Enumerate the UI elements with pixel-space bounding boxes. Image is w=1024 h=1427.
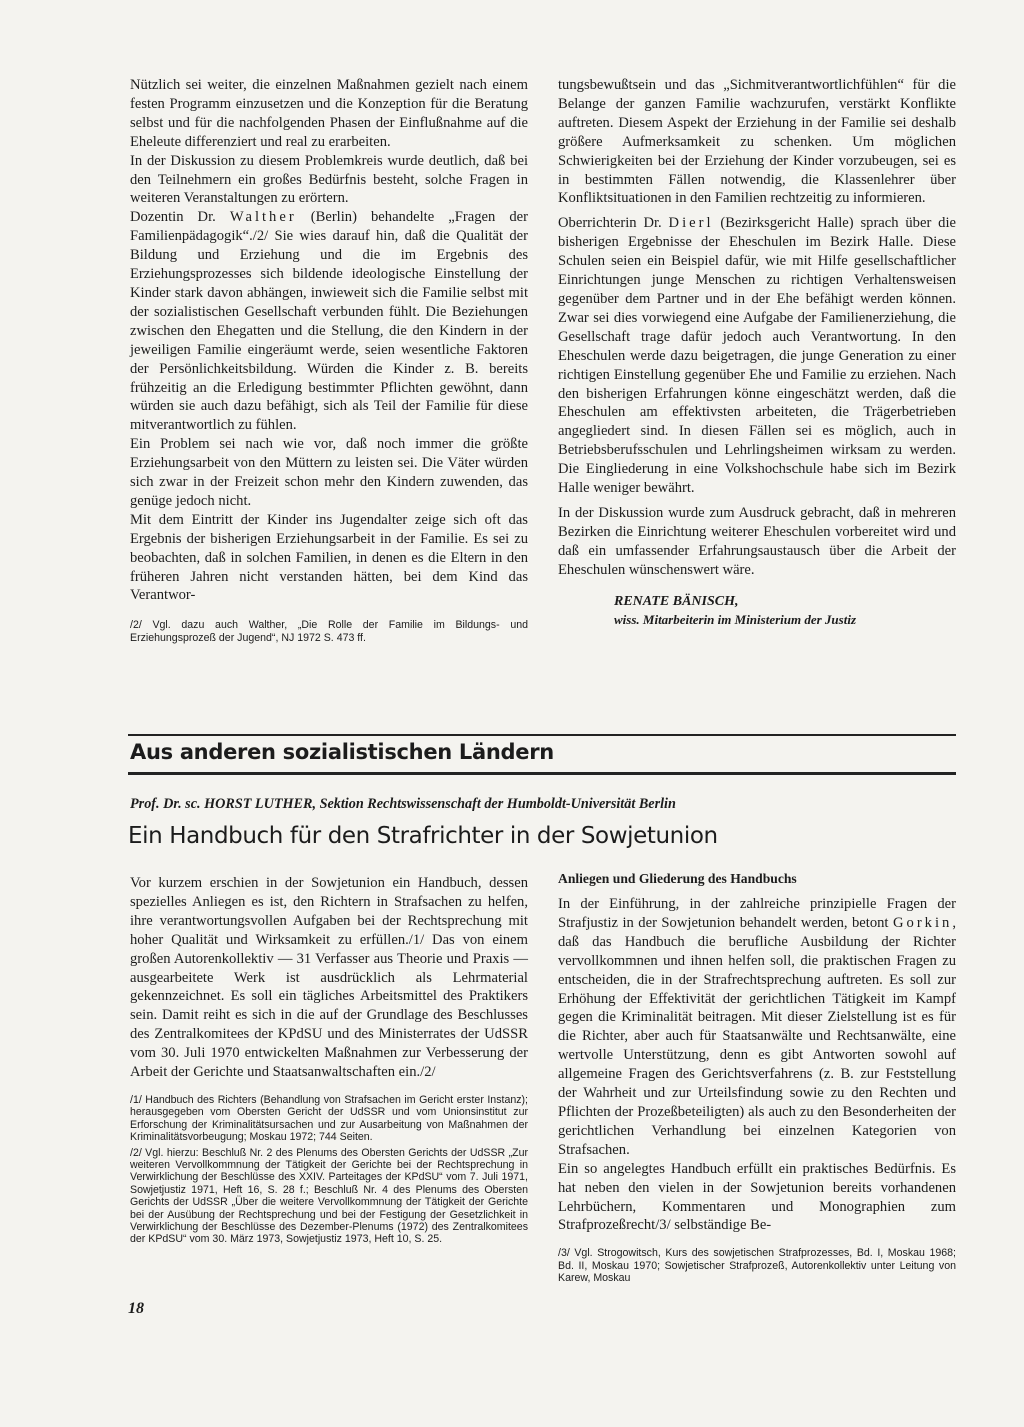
left-column-top bbox=[130, 76, 528, 644]
paragraph-walther: Dozentin Dr. Walther (Berlin) behandelte „Fragen der Familienpädagogik“./2/ Sie wies darauf hin, daß die Qualität der Bildung und Erziehung und die im Ergebnis des Erziehungsprozesses sich bildende ideologische Einstellung der Kinder stark davon abhängen, inwieweit sich die Familie selbst mit der sozialistischen Gesellschaft verbunden fühlt. Die Beziehungen zwischen den Ehegatten und die Stellung, die den Kindern in der jeweiligen Familie eingeräumt werde, seien wesentliche Faktoren der Persönlichkeitsbildung. Würden die Kinder z. B. bereits frühzeitig an die Erledigung bestimmter Pflichten gewöhnt, dann würden sie auch dazu befähigt, sich als Teil der Familie für diese mitverantwortlich zu fühlen. bbox=[130, 209, 528, 434]
footnote-3: /3/ Vgl. Strogowitsch, Kurs des sowjetischen Strafprozesses, Bd. I, Moskau 1968; Bd. II, Moskau 1970; Sowjetischer Strafprozeß, Autorenkollektiv unter Leitung von Karew, Moskau bbox=[558, 1247, 956, 1285]
footnote-2-top: /2/ Vgl. dazu auch Walther, „Die Rolle der Familie im Bildungs- und Erziehungsprozeß der Jugend“, NJ 1972 S. 473 ff. bbox=[130, 619, 528, 644]
left-column-bottom bbox=[130, 874, 528, 1246]
paragraph: In der Diskussion wurde zum Ausdruck gebracht, daß in mehreren Bezirken die Einrichtung weiterer Eheschulen vorbereitet wird und daß ein umfassender Erfahrungsaustausch über die Arbeit der Eheschulen wünschenswert wäre. bbox=[558, 504, 956, 578]
page-number: 18 bbox=[128, 1300, 144, 1317]
paragraph: Mit dem Eintritt der Kinder ins Jugendalter zeige sich oft das Ergebnis der bisherigen Erziehungsarbeit in der Familie. Es sei zu beobachten, daß in solchen Familien, in denen es die Eltern in den früheren Jahren nicht verstanden hätten, bei dem Kind das Verantwor- bbox=[130, 511, 528, 604]
paragraph: Ein so angelegtes Handbuch erfüllt ein praktisches Bedürfnis. Es hat neben den vielen in der Sowjetunion bereits vorhandenen Lehrbüchern, Kommentaren und Monographien zum Strafprozeßrecht/3/ selbständige Be- bbox=[558, 1160, 956, 1234]
paragraph-dierl: Oberrichterin Dr. Dierl (Bezirksgericht Halle) sprach über die bisherigen Ergebnisse der Eheschulen im Bezirk Halle. Diese Schulen seien ein Beispiel dafür, wie mit Hilfe gesellschaftlicher Einrichtungen junge Menschen zu richtigen Verhaltensweisen gegenüber dem Partner und in der Ehe befähigt werden können. Zwar sei dies vorwiegend eine Aufgabe der Familienerziehung, die Gesellschaft trage dafür jedoch auch Verantwortung. In den Eheschulen werde dazu beigetragen, die junge Generation zu einer richtigen Einstellung gegenüber Ehe und Familie zu erziehen. Nach den bisherigen Erfahrungen könne eingeschätzt werden, daß die Eheschulen am effektivsten arbeiteten, die Trägerbetrieben angegliedert sind. In diesen Fällen sei es möglich, auch in Betriebsberufsschulen und Lehrlingsheimen wirksam zu werden. Die Eingliederung in eine Volkshochschule habe sich im Bezirk Halle weniger bewährt. bbox=[558, 215, 956, 497]
article-title: Ein Handbuch für den Strafrichter in der Sowjetunion bbox=[128, 823, 718, 849]
paragraph: In der Diskussion zu diesem Problemkreis wurde deutlich, daß bei den Teilnehmern ein großes Bedürfnis besteht, solche Fragen in weiteren Veranstaltungen zu erörtern. bbox=[130, 152, 528, 207]
author-name-gorkin: Gorkin bbox=[892, 914, 953, 931]
section-rule-bottom bbox=[128, 772, 956, 775]
article-byline: Prof. Dr. sc. HORST LUTHER, Sektion Rechtswissenschaft der Humboldt-Universität Berlin bbox=[130, 796, 676, 812]
signature-name: RENATE BÄNISCH, bbox=[614, 593, 739, 609]
footnote-2: /2/ Vgl. hierzu: Beschluß Nr. 2 des Plenums des Obersten Gerichts der UdSSR „Zur weiteren Vervollkommnung der Tätigkeit der Gerichte bei der Rechtsprechung in Verwirklichung der Beschlüsse des XXIV. Parteitages der KPdSU“ vom 7. Juli 1971, Sowjetjustiz 1971, Heft 16, S. 28 f.; Beschluß Nr. 4 des Plenums des Obersten Gerichts der UdSSR „Über die weitere Vervollkommnung der Tätigkeit der Gerichte bei der Ausübung der Rechtsprechung und bei der Festigung der Gesetzlichkeit in Verwirklichung der Beschlüsse des Dezember-Plenums (1972) des Zentralkomitees der KPdSU“ vom 30. März 1973, Sowjetjustiz 1973, Heft 10, S. 25. bbox=[130, 1146, 528, 1246]
footnote-1: /1/ Handbuch des Richters (Behandlung von Strafsachen im Gericht erster Instanz); herausgegeben vom Obersten Gericht der UdSSR und vom Unionsinstitut zur Erforschung der Kriminalitätsursachen und zur Ausarbeitung von Maßnahmen der Kriminalitätsvorbeugung; Moskau 1972; 744 Seiten. bbox=[130, 1093, 528, 1144]
right-column-top bbox=[558, 76, 956, 628]
subheading: Anliegen und Gliederung des Handbuchs bbox=[558, 871, 797, 886]
paragraph: Ein Problem sei nach wie vor, daß noch immer die größte Erziehungsarbeit von den Müttern zu leisten sei. Die Väter würden sich zwar in der Freizeit schon mehr den Kindern zuwenden, das genüge jedoch nicht. bbox=[130, 436, 528, 509]
paragraph: tungsbewußtsein und das „Sichmitverantwortlichfühlen“ für die Belange der ganzen Familie wachzurufen, verstärkt Konflikte auftreten. Diesem Aspekt der Erziehung in der Familie sei deshalb größere Aufmerksamkeit zu schenken. Um möglichen Schwierigkeiten bei der Erziehung der Kinder vorzubeugen, sei es in bestimmten Fällen notwendig, die Klassenlehrer über Konfliktsituationen in den Familien rechtzeitig zu informieren. bbox=[558, 77, 956, 207]
signature-role: wiss. Mitarbeiterin im Ministerium der Justiz bbox=[614, 611, 856, 627]
author-name-dierl: Dierl bbox=[668, 215, 714, 232]
right-column-bottom bbox=[558, 871, 956, 1285]
paragraph: Nützlich sei weiter, die einzelnen Maßnahmen gezielt nach einem festen Programm einzusetzen und die Konzeption für die Beratung selbst und für die nachfolgenden Phasen der Einflußnahme auf die Eheleute differenziert und real zu erarbeiten. bbox=[130, 77, 528, 150]
paragraph: Vor kurzem erschien in der Sowjetunion ein Handbuch, dessen spezielles Anliegen es ist, den Richtern in Strafsachen zu helfen, ihre verantwortungsvollen Aufgaben bei der Rechtsprechung mit hoher Qualität und Wirksamkeit zu erfüllen./1/ Das von einem großen Autorenkollektiv — 31 Verfasser aus Theorie und Praxis — ausgearbeitete Werk ist ausdrücklich als Lehrmaterial gekennzeichnet. Es soll ein tägliches Arbeitsmittel des Praktikers sein. Damit reiht es sich in die auf der Grundlage des Beschlusses des Zentralkomitees der KPdSU und des Ministerrates der UdSSR vom 30. Juli 1970 entwickelten Maßnahmen zur Verbesserung der Arbeit der Gerichte und Staatsanwaltschaften ein./2/ bbox=[130, 875, 528, 1081]
author-name-walther: Walther bbox=[229, 209, 297, 226]
section-rule-top bbox=[128, 734, 956, 736]
paragraph-gorkin: In der Einführung, in der zahlreiche prinzipielle Fragen der Strafjustiz in der Sowjetunion behandelt werden, betont Gorkin, daß das Handbuch die berufliche Ausbildung der Richter vervollkommnen und ihnen helfen soll, die praktischen Fragen zu entscheiden, die in der Strafrechtsprechung auftreten. Es soll zur Erhöhung der Effektivität der gerichtlichen Tätigkeit im Kampf gegen die Kriminalität beitragen. Mit dieser Zielstellung ist es für die Richter, aber auch für Staatsanwälte und Rechtsanwälte, eine wertvolle Unterstützung, denn es gibt Antworten sowohl auf allgemeine Fragen des Gerichtsverfahrens (z. B. zur Feststellung der Wahrheit und zur Urteilsfindung sowie zu den Rechten und Pflichten der Prozeßbeteiligten) als auch zu den Besonderheiten der gerichtlichen Verhandlung bei einzelnen Kategorien von Strafsachen. bbox=[558, 896, 956, 1158]
section-title: Aus anderen sozialistischen Ländern bbox=[130, 740, 554, 764]
